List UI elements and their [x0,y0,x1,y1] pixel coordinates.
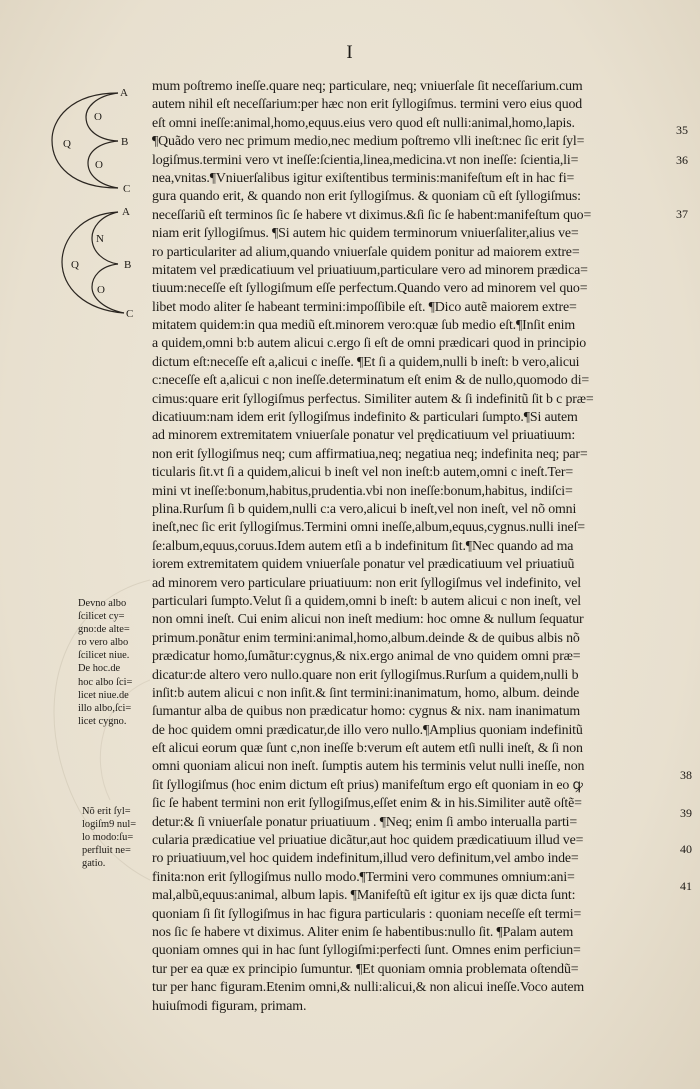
text-line: ¶Quãdo vero nec primum medio,nec medium poſtremo vlli ineſt:nec ſic erit ſyl= [152,134,585,150]
gloss-line: ſcilicet cy= [78,611,125,623]
marginal-gloss-cygnus [78,597,132,728]
main-text-block [152,78,682,1016]
margin-number-41: 41 [680,879,692,893]
text-line: quoniam omnes qui in hac ſunt ſyllogiſmi:perfecti ſunt. Omnes enim perficiun= [152,943,581,959]
diagram1-label-o-upper: O [94,111,102,123]
text-line: mum poſtremo ineſſe.quare neq; particulare, neq; vniuerſale ſit neceſſarium.cum [152,79,583,94]
diagram1-label-a: A [120,87,128,99]
text-line: neceſſariũ eſt terminos ſic ſe habere vt diximus.&ſi ſic ſe habent:manifeſtum quo= [152,207,592,223]
text-line: ro particulariter ad alium,quando vniuerſale quidem ponitur ad maiorem extre= [152,244,580,260]
text-line: niam erit ſyllogiſmus. ¶Si autem hic quidem terminorum vniuerſaliter,alius ve= [152,226,579,242]
text-line: ro priuatiuum,vel hoc quidem indefinitum,illud vero definitum,vel ambo inde= [152,851,579,867]
text-line: tur per ea quæ ex principio ſumuntur. ¶Et quoniam omnia problemata oſtendũ= [152,961,579,977]
text-line: autem nihil eſt neceſſarium:per hæc non erit ſyllogiſmus. termini vero eius quod [152,97,583,113]
text-line: particulari ſumpto.Velut ſi a quidem,omni b ineſt: b autem alicui c non ineſt, vel [152,593,582,609]
gloss-line: De hoc.de [78,663,121,675]
text-line: huiuſmodi figuram, primam. [152,998,307,1014]
gloss-line: ro vero albo [78,637,129,649]
diagram2-label-b: B [124,259,132,271]
diagram2-label-o: O [97,284,105,296]
text-line: prædicatur homo,ſumãtur:cygnus,& nix.ergo animal de vno quidem omni præ= [152,649,581,665]
text-line: non omni ineſt. Cui enim alicui non ineſt medium: hoc omne & nullum ſequatur [152,612,584,628]
margin-number-35: 35 [676,123,688,137]
text-line: ſe:album,equus,coruus.Idem autem etſi a b indefinitum ſit.¶Nec quando ad ma [152,538,574,554]
text-line: inſit:b autem alicui c non inſit.& ſint termini:inanimatum, homo, album. deinde [152,685,580,701]
text-line: ſit ſyllogiſmus (hoc enim dictum eſt prius) manifeſtum ergo eſt quoniam in eo ꝙ [152,777,583,793]
text-line: mitatem vel prædicatiuum vel priuatiuum,particulare vero ad minorem prædica= [152,262,588,278]
text-line: mitatem quidem:in qua mediũ eſt.minorem vero:quæ ſub medio eſt.¶Inſit enim [152,318,576,334]
text-line: mal,albũ,equus:animal, album lapis. ¶Manifeſtũ eſt igitur ex ijs quæ dicta ſunt: [152,888,576,904]
diagram2-label-a: A [122,206,130,218]
marginal-gloss-nullo-modo [82,805,136,870]
text-line: de hoc quidem omni prædicatur,de illo vero nullo.¶Amplius quoniam indefinitũ [152,722,583,738]
syllogism-diagrams [0,0,150,330]
margin-number-36: 36 [676,153,688,167]
text-line: finita:non erit ſyllogiſmus nullo modo.¶Termini vero communes omnium:ani= [152,869,575,885]
text-line: dicatiuum:nam idem erit ſyllogiſmus indefinito & particulari ſumpto.¶Si autem [152,410,578,426]
diagram1-label-o-lower: O [95,159,103,171]
gloss-line: perfluit ne= [82,845,131,857]
text-line: ineſt,nec ſic erit ſyllogiſmus.Termini omni ineſſe,album,equus,cygnus.nulli ineſ= [152,520,585,536]
diagram-first-figure [52,87,130,195]
folio-number: I [346,42,354,63]
margin-number-37: 37 [676,207,688,221]
text-line: tiuum:neceſſe eſt ſyllogiſmum eſſe perfectum.Quando vero ad minorem vel quo= [152,281,588,297]
text-line: ad minorem vero particulare priuatiuum: non erit ſyllogiſmus vel indefinito, vel [152,575,581,591]
text-line: dictum eſt:neceſſe eſt a,alicui c ineſſe. ¶Et ſi a quidem,nulli b ineſt: b vero,alicui [152,354,580,370]
text-line: eſt alicui eorum quæ ſunt c,non ineſſe b:verum eſt autem etſi nulli ineſt, & ſi non [152,741,583,757]
text-line: eſt omni ineſſe:animal,homo,equus.eius vero quod eſt nulli:animal,homo,lapis. [152,115,575,131]
gloss-line: licet niue.de [78,689,129,701]
text-line: dicatur:de altero vero nullo.quare non erit ſyllogiſmus.Rurſum a quidem,nulli b [152,667,579,683]
diagram2-label-c: C [126,308,134,320]
text-line: quoniam ſi ſit ſyllogiſmus in hac figura particularis : quoniam neceſſe eſt termi= [152,906,582,922]
text-line: ad minorem extremitatem vniuerſale ponatur vel prędicatiuum vel priuatiuum: [152,428,576,444]
text-line: mini vt ineſſe:bonum,habitus,prudentia.vbi non ineſſe:bonum,habitus, indiſci= [152,483,573,499]
gloss-line: ſcilicet niue. [78,650,130,662]
text-line: tur per hanc figuram.Etenim omni,& nulli:alicui,& non alicui ineſſe.Voco autem [152,980,585,996]
gloss-line: illo albo,ſci= [78,702,132,714]
text-line: nos ſic ſe habere vt diximus. Aliter enim ſe habentibus:nullo ſit. ¶Palam autem [152,924,574,940]
diagram1-label-q: Q [63,138,71,150]
text-line: omni quoniam alicui non ineſt. ſumptis autem his terminis velut nulli ineſſe, non [152,759,585,775]
text-line: c:neceſſe eſt a,alicui c non ineſſe.determinatum eſt enim & de nullo,quomodo di= [152,373,590,389]
text-line: detur:& ſi vniuerſale ponatur priuatiuum . ¶Neq; enim ſi ambo interualla parti= [152,814,578,830]
text-line: cularia prædicatiue vel priuatiue dicãtur,aut hoc quidem prædicatiuum illud ve= [152,833,584,849]
gloss-line: Nõ erit ſyl= [82,806,131,817]
gloss-line: lo modo:ſu= [82,832,134,844]
text-line: logiſmus.termini vero vt ineſſe:ſcientia,linea,medicina.vt non ineſſe: ſcientia,li= [152,152,579,168]
text-line: ticularis ſit.vt ſi a quidem,alicui b ineſt vel non ineſt:b autem,omni c ineſt.Ter= [152,465,574,481]
gloss-line: gno:de alte= [78,624,130,636]
text-line: nea,vnitas.¶Vniuerſalibus igitur exiſtentibus terminis:manifeſtum eſt in hac fi= [152,170,575,186]
margin-number-40: 40 [680,842,692,856]
gloss-line: licet cygno. [78,715,127,727]
margin-number-38: 38 [680,768,692,782]
text-line: iorem extremitatem quidem vniuerſale ponatur vel prædicatiuum vel priuatiuũ [152,557,575,573]
gloss-line: gatio. [82,858,106,870]
gloss-line: hoc albo ſci= [78,676,133,688]
text-line: primum.ponãtur enim termini:animal,homo,album.deinde & de quibus albis nõ [152,630,580,646]
text-line: plina.Rurſum ſi b quidem,nulli c:a vero,alicui b ineſt,vel non ineſt, vel nõ omni [152,501,577,517]
diagram-second-figure [62,206,133,320]
diagram2-label-q: Q [71,259,79,271]
diagram1-label-c: C [123,183,131,195]
text-line: libet modo aliter ſe habeant termini:impoſſibile eſt. ¶Dico autẽ maiorem extre= [152,299,577,315]
gloss-line: Devno albo [78,598,127,609]
diagram2-label-n: N [96,233,104,245]
text-line: non erit ſyllogiſmus neq; cum affirmatiua,neq; negatiua neq; indefinita neq; par= [152,446,588,462]
text-line: cimus:quare erit ſyllogiſmus perfectus. Similiter autem & ſi indefinitũ ſit b c præ= [152,391,594,407]
text-line: a quidem,omni b:b autem alicui c.ergo ſi eſt de omni prædicari quod in principio [152,336,587,352]
gloss-line: logiſm9 nul= [82,819,137,831]
text-line: ſumantur alba de quibus non prædicatur homo: cygnus & nix. nam inanimatum [152,704,581,720]
margin-number-39: 39 [680,806,692,820]
text-line: ſic ſe habent termini non erit ſyllogiſmus,eſſet enim & in his.Similiter autẽ oſtẽ= [152,796,582,812]
diagram1-label-b: B [121,136,129,148]
text-line: gura quando erit, & quando non erit ſyllogiſmus. & quoniam cũ eſt ſyllogiſmus: [152,189,581,205]
